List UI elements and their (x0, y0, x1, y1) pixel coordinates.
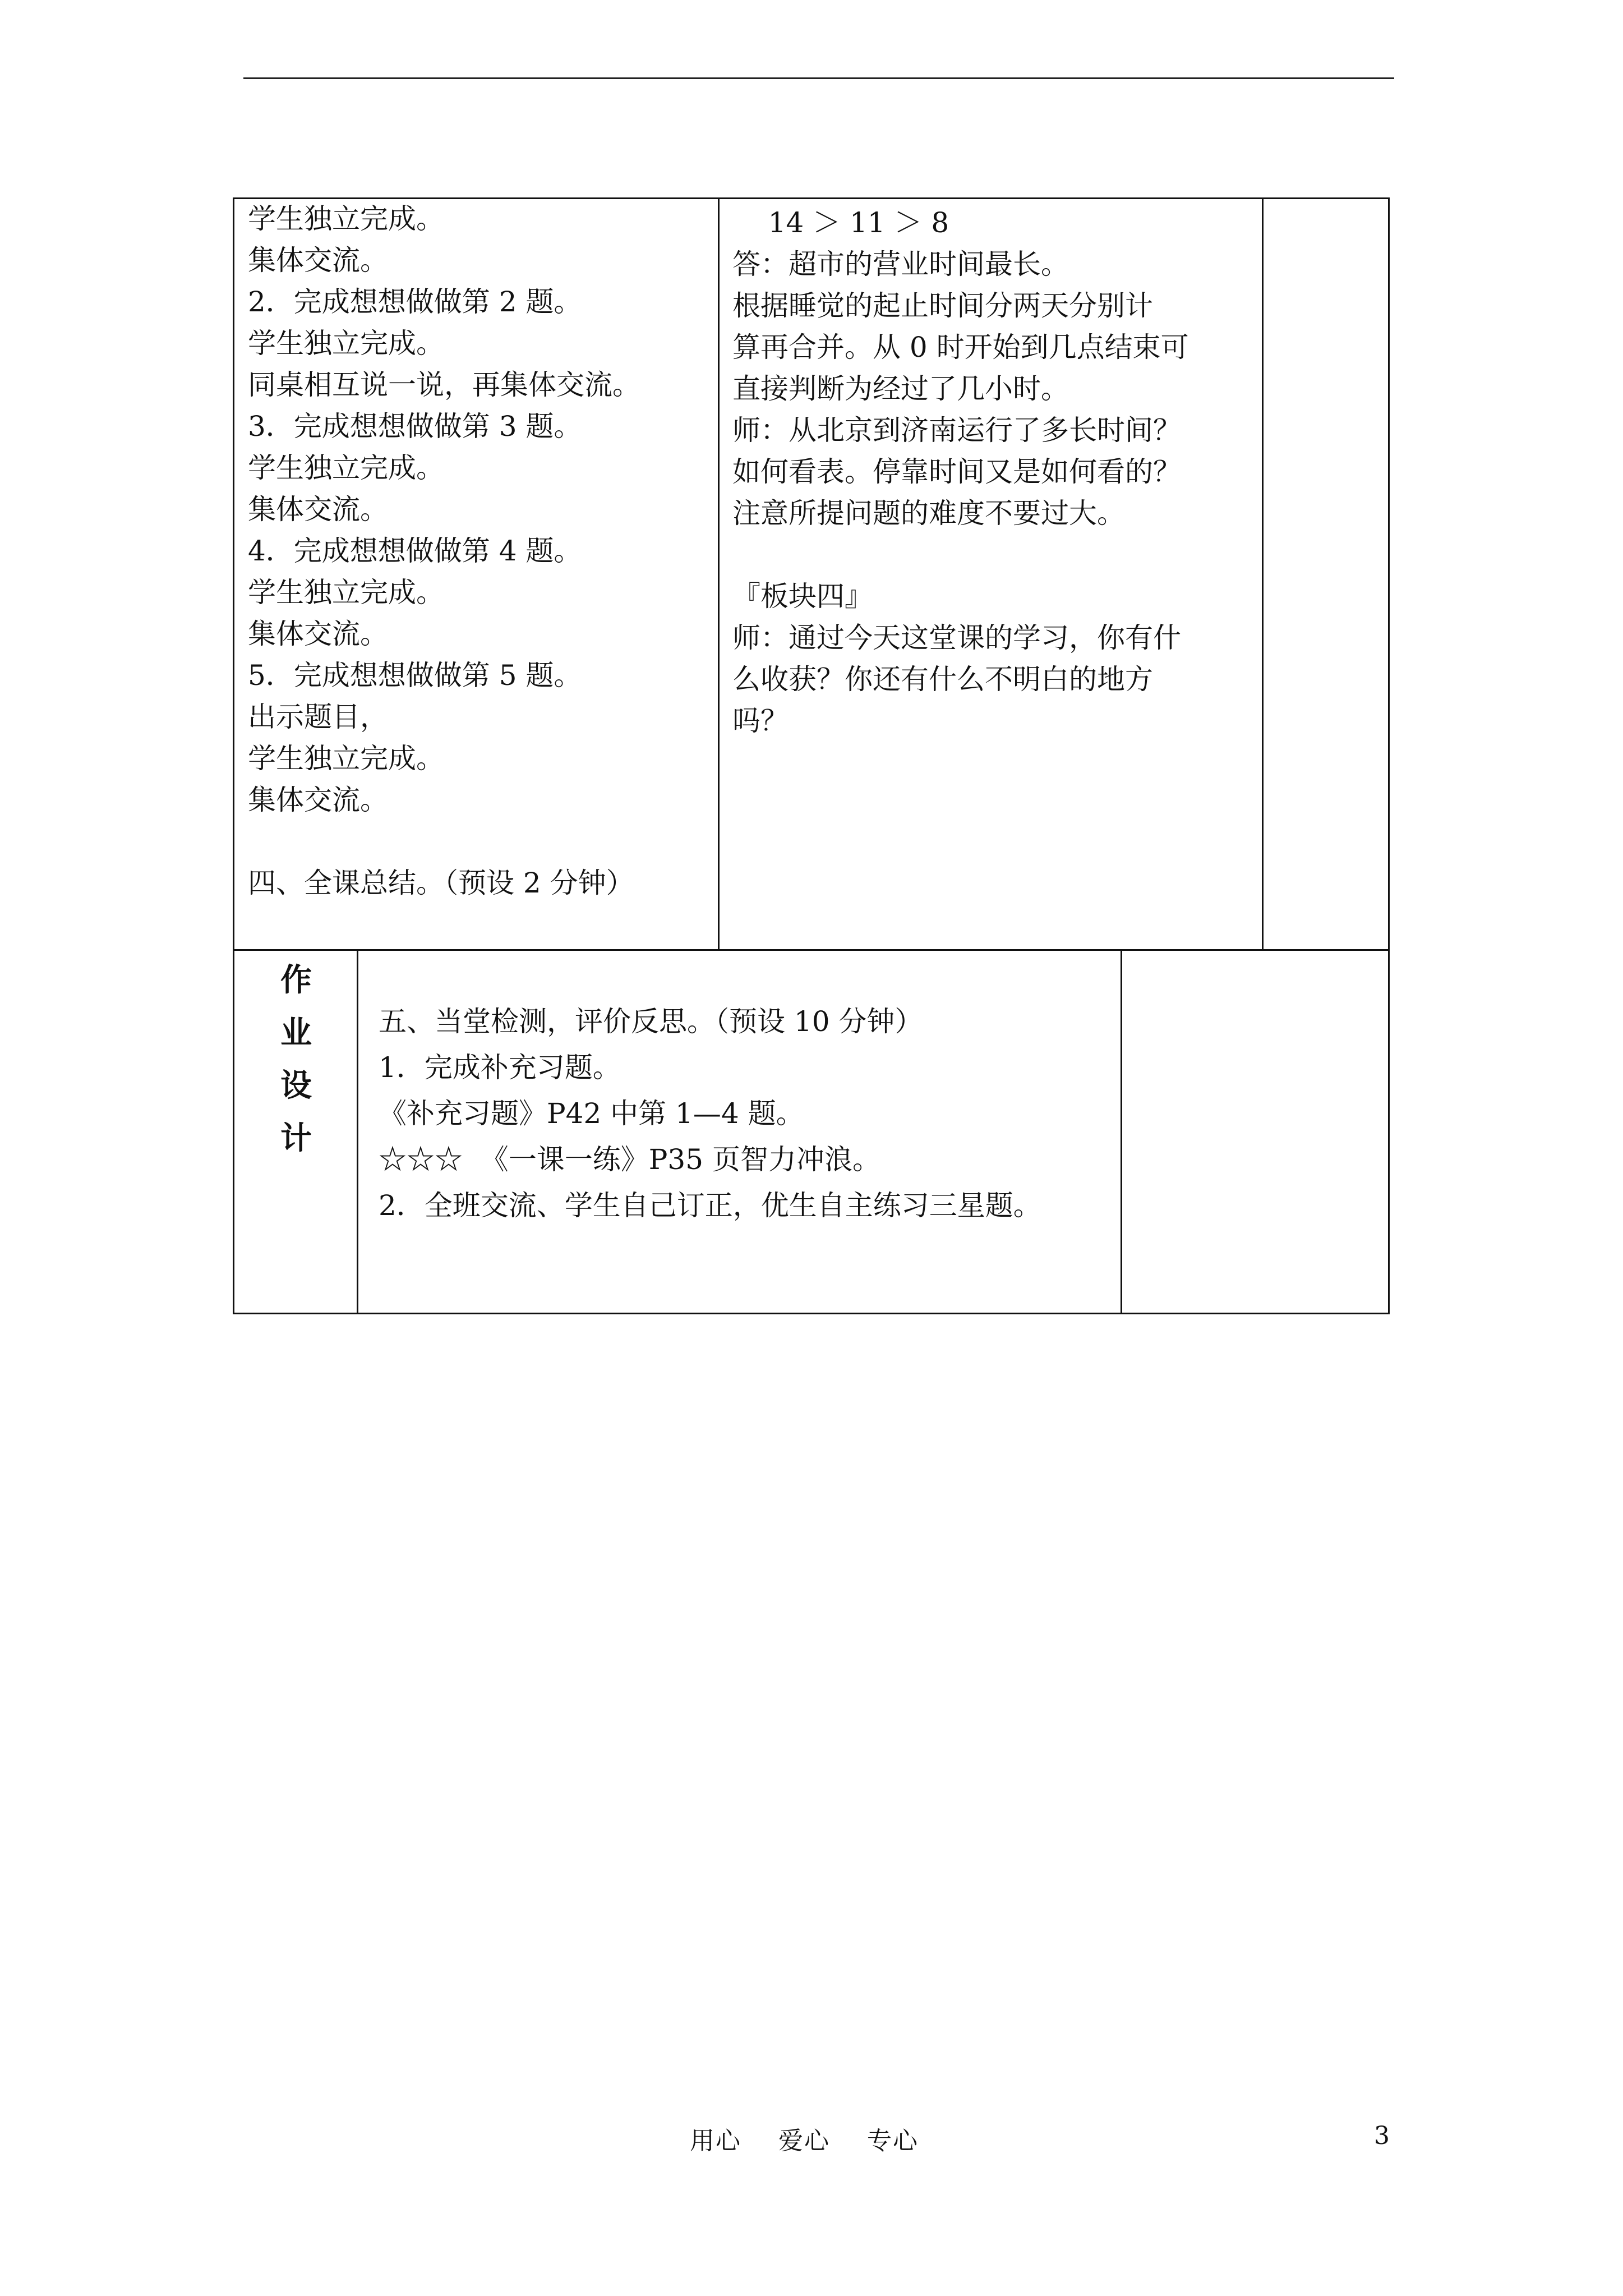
homework-label-char: 设 (280, 1067, 312, 1104)
homework-line: 五、当堂检测，评价反思。（预设 10 分钟） (379, 1005, 923, 1038)
homework-label-char: 作 (280, 961, 312, 999)
process-line: 3．完成想想做做第 3 题。 (248, 410, 582, 443)
homework-divider-1 (357, 949, 358, 1314)
process-line: 学生独立完成。 (248, 742, 444, 775)
process-line: 学生独立完成。 (248, 576, 444, 609)
process-line: 学生独立完成。 (248, 452, 444, 484)
homework-divider-2 (1121, 949, 1122, 1314)
notes-line (732, 534, 1189, 576)
process-column (248, 198, 640, 904)
process-line: 同桌相互说一说，再集体交流。 (248, 369, 640, 401)
notes-line: 答：超市的营业时间最长。 (732, 248, 1069, 280)
homework-line: ☆☆☆ 《一课一练》P35 页智力冲浪。 (379, 1143, 880, 1176)
footer-motto (690, 2120, 947, 2156)
process-line: 2．完成想想做做第 2 题。 (248, 286, 582, 318)
notes-line: 算再合并。从 0 时开始到几点结束可 (732, 331, 1189, 364)
process-line: 集体交流。 (248, 618, 388, 650)
homework-label (279, 954, 313, 1165)
footer-item: 爱心 (778, 2127, 830, 2155)
table-left-border (233, 197, 234, 1314)
homework-line: 《补充习题》P42 中第 1—4 题。 (379, 1097, 804, 1130)
table-divider-1 (718, 197, 720, 950)
notes-line: 注意所提问题的难度不要过大。 (732, 497, 1125, 530)
notes-line: 师：通过今天这堂课的学习，你有什 (732, 622, 1181, 654)
table-divider-2 (1262, 197, 1264, 950)
footer-item: 用心 (690, 2127, 741, 2155)
process-line: 5．完成想想做做第 5 题。 (248, 659, 582, 692)
homework-line: 1．完成补充习题。 (379, 1051, 621, 1084)
homework-label-char: 计 (280, 1120, 312, 1157)
notes-line: 根据睡觉的起止时间分两天分别计 (732, 289, 1153, 322)
process-line: 出示题目， (248, 701, 388, 733)
homework-label-char: 业 (280, 1014, 312, 1051)
notes-line: 『板块四』 (732, 580, 873, 613)
process-line: 4．完成想想做做第 4 题。 (248, 535, 582, 567)
notes-line: 直接判断为经过了几小时。 (732, 372, 1069, 405)
table-middle-rule (233, 949, 1390, 951)
notes-line: 14 ＞ 11 ＞ 8 (732, 206, 949, 239)
footer-item: 专心 (867, 2127, 919, 2155)
process-line: 四、全课总结。（预设 2 分钟） (248, 867, 634, 899)
page-number: 3 (1374, 2122, 1390, 2150)
process-line (248, 821, 640, 862)
homework-content (379, 999, 1041, 1228)
notes-line: 么收获？你还有什么不明白的地方 (732, 663, 1153, 696)
table-right-border (1388, 197, 1390, 1314)
notes-line: 师：从北京到济南运行了多长时间？ (732, 414, 1181, 447)
process-line: 集体交流。 (248, 784, 388, 816)
process-line: 集体交流。 (248, 244, 388, 277)
process-line: 集体交流。 (248, 493, 388, 526)
process-line: 学生独立完成。 (248, 327, 444, 360)
process-line: 学生独立完成。 (248, 203, 444, 235)
header-rule (243, 77, 1394, 79)
table-bottom-border (233, 1313, 1390, 1314)
notes-column (732, 202, 1189, 742)
homework-line: 2．全班交流、学生自己订正，优生自主练习三星题。 (379, 1189, 1041, 1222)
notes-line: 吗？ (732, 705, 789, 737)
notes-line: 如何看表。停靠时间又是如何看的？ (732, 455, 1181, 488)
